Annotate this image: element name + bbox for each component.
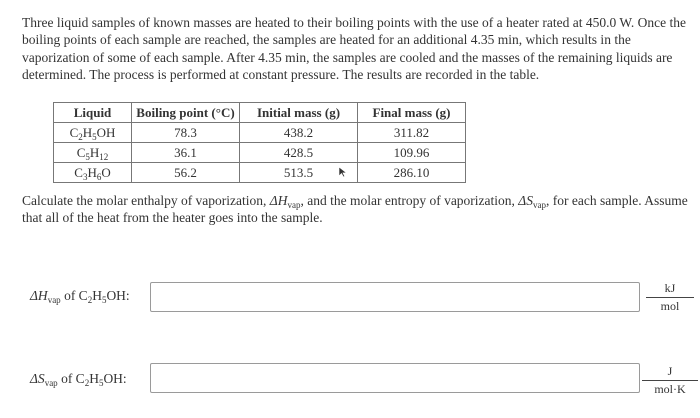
entropy-unit: J mol·K (642, 365, 698, 396)
final-mass-cell: 286.10 (358, 163, 466, 183)
header-initial-mass: Initial mass (g) (240, 103, 358, 123)
problem-intro: Three liquid samples of known masses are heated to their boiling points with the use of a heater rated at 450.0 W. Once the boiling points of each sample are reached, the samples are heated for an additional 4.35 min, which results in the vaporization of some of each sample. After 4.35 min, the samples are cooled and the masses of the remaining liquids are determined. The process is performed at constant pressure. The results are recorded in the table. (22, 15, 686, 82)
initial-mass-cell: 438.2 (240, 123, 358, 143)
table-row (54, 123, 466, 143)
mouse-pointer-icon (338, 166, 348, 178)
final-mass-cell: 109.96 (358, 143, 466, 163)
table-row (54, 143, 466, 163)
initial-mass-cell: 428.5 (240, 143, 358, 163)
liquid-formula: $C_3H_6O$ (54, 163, 132, 183)
entropy-answer-input[interactable] (150, 363, 640, 393)
header-liquid: Liquid (54, 103, 132, 123)
header-boiling-point: Boiling point (°C) (132, 103, 240, 123)
entropy-label: $\Delta S_{vap}$ of $C_2H_5OH$: (30, 371, 127, 388)
table-row (54, 163, 466, 183)
enthalpy-label: $\Delta H_{vap}$ of $C_2H_5OH$: (30, 288, 130, 305)
results-table (53, 102, 466, 183)
liquid-formula: $C_2H_5OH$ (54, 123, 132, 143)
enthalpy-answer-input[interactable] (150, 282, 640, 312)
table-header-row (54, 103, 466, 123)
boiling-point-cell: 36.1 (132, 143, 240, 163)
boiling-point-cell: 78.3 (132, 123, 240, 143)
final-mass-cell: 311.82 (358, 123, 466, 143)
header-final-mass: Final mass (g) (358, 103, 466, 123)
question-text: Calculate the molar enthalpy of vaporization, $\Delta H_{vap}$, and the molar entropy of vaporization, $\Delta S_{vap}$, for each sample. Assume that all of the heat from the heater goes into the sample. (22, 193, 688, 226)
enthalpy-unit: kJ mol (646, 282, 694, 313)
liquid-formula: $C_5H_{12}$ (54, 143, 132, 163)
boiling-point-cell: 56.2 (132, 163, 240, 183)
initial-mass-cell: 513.5 (240, 163, 358, 183)
